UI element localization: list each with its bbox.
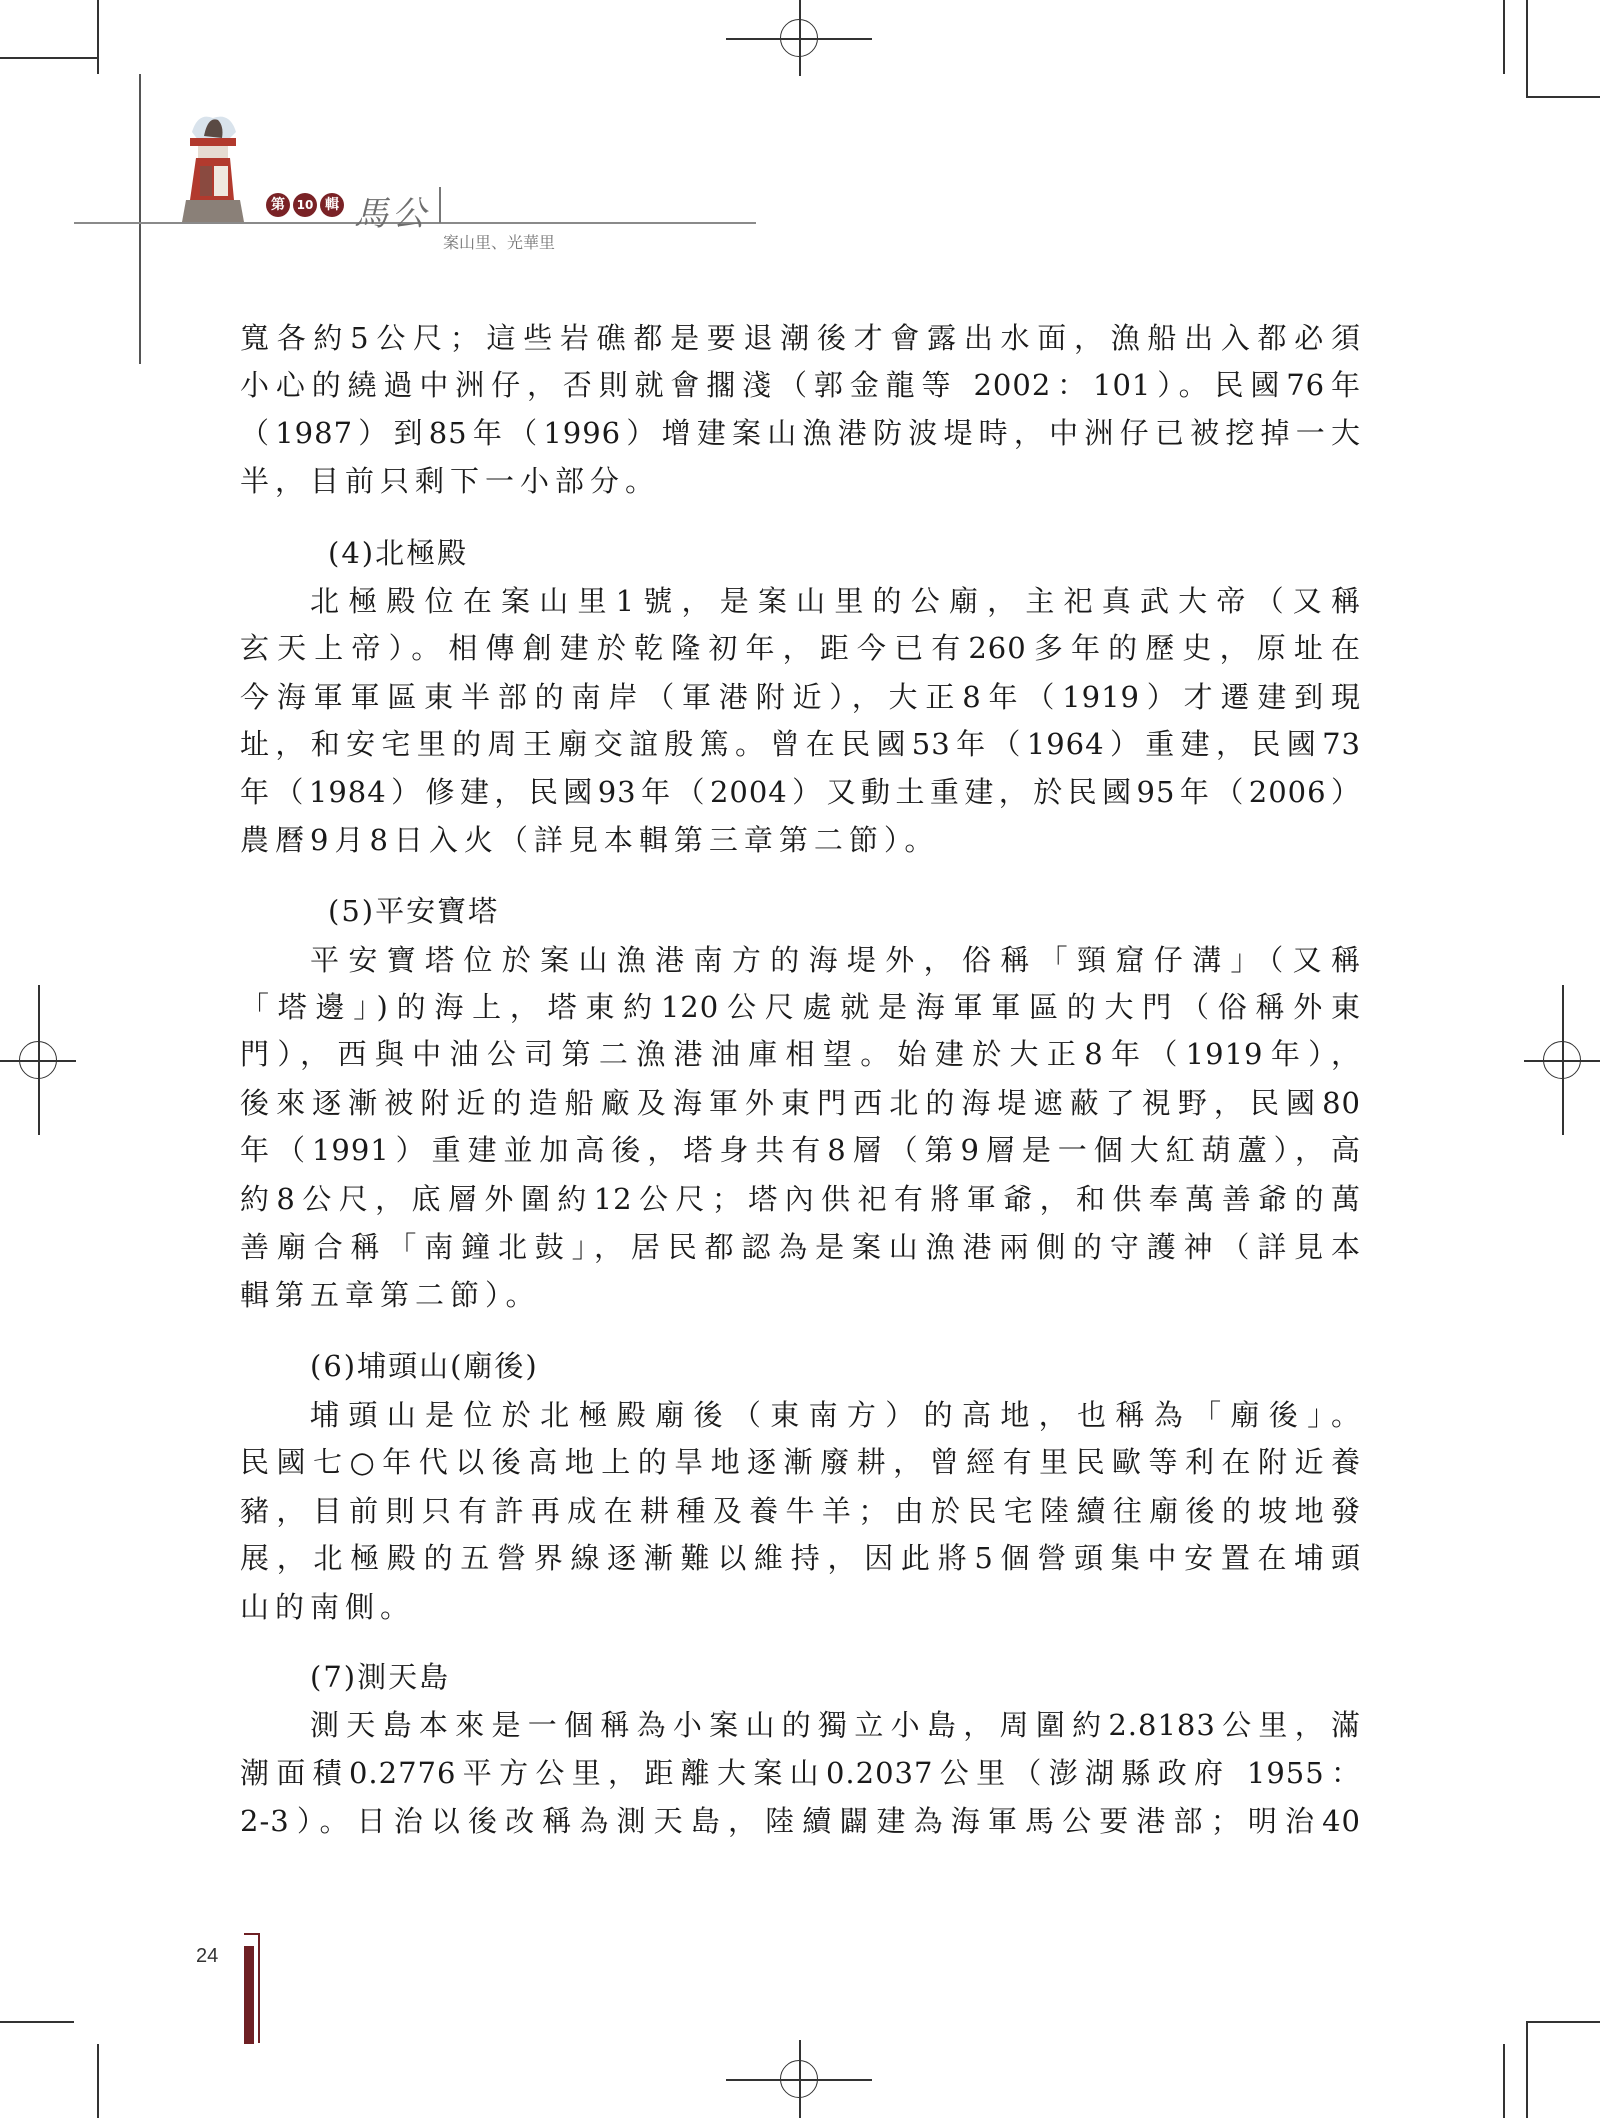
text-line: 民國七○年代以後高地上的旱地逐漸廢耕，曾經有里民歐等利在附近養 xyxy=(240,1445,1361,1479)
book-title: 馬公 xyxy=(354,194,430,234)
text-line: 農曆9月8日入火（詳見本輯第三章第二節）。 xyxy=(240,823,940,857)
text-line: 年（1991）重建並加高後，塔身共有8層（第9層是一個大紅葫蘆），高 xyxy=(240,1133,1361,1167)
text-line: 山的南側。 xyxy=(240,1590,416,1624)
section-heading: (7)測天島 xyxy=(310,1660,451,1694)
text-line: 潮面積0.2776平方公里，距離大案山0.2037公里（澎湖縣政府 1955： xyxy=(240,1756,1361,1790)
section-heading: (5)平安寶塔 xyxy=(328,894,500,928)
text-line: 豬，目前則只有許再成在耕種及養牛羊；由於民宅陸續往廟後的坡地發 xyxy=(240,1494,1361,1528)
text-line: 「塔邊」)的海上，塔東約120公尺處就是海軍軍區的大門（俗稱外東 xyxy=(240,990,1361,1024)
text-line: 後來逐漸被附近的造船廠及海軍外東門西北的海堤遮蔽了視野，民國80 xyxy=(240,1086,1361,1120)
text-line: 北極殿位在案山里1號，是案山里的公廟，主祀真武大帝（又稱 xyxy=(310,584,1361,618)
text-line: （1987）到85年（1996）增建案山漁港防波堤時，中洲仔已被挖掉一大 xyxy=(240,416,1361,450)
text-line: 輯第五章第二節）。 xyxy=(240,1278,541,1312)
text-line: 址，和安宅里的周王廟交誼殷篤。曾在民國53年（1964）重建，民國73 xyxy=(240,727,1361,761)
text-line: 年（1984）修建，民國93年（2004）又動土重建，於民國95年（2006） xyxy=(240,775,1361,809)
text-line: 玄天上帝）。相傳創建於乾隆初年，距今已有260多年的歷史，原址在 xyxy=(240,631,1361,665)
section-heading: (6)埔頭山(廟後) xyxy=(310,1349,539,1383)
section-heading: (4)北極殿 xyxy=(328,536,469,570)
text-line: 約8公尺，底層外圍約12公尺；塔內供祀有將軍爺，和供奉萬善爺的萬 xyxy=(240,1182,1361,1216)
monument-image xyxy=(178,112,248,224)
text-line: 善廟合稱「南鐘北鼓」，居民都認為是案山漁港兩側的守護神（詳見本 xyxy=(240,1230,1361,1264)
text-line: 寬各約5公尺；這些岩礁都是要退潮後才會露出水面，漁船出入都必須 xyxy=(240,321,1361,355)
text-line: 門），西與中油公司第二漁港油庫相望。始建於大正8年（1919年）， xyxy=(240,1037,1361,1071)
text-line: 埔頭山是位於北極殿廟後（東南方）的高地，也稱為「廟後」。 xyxy=(310,1398,1361,1432)
text-line: 半，目前只剩下一小部分。 xyxy=(240,464,661,498)
page-marker-bracket xyxy=(244,1933,260,2043)
text-line: 測天島本來是一個稱為小案山的獨立小島，周圍約2.8183公里，滿 xyxy=(310,1708,1361,1742)
text-line: 平安寶塔位於案山漁港南方的海堤外，俗稱「頸窟仔溝」（又稱 xyxy=(310,943,1361,977)
volume-badge-prefix: 第 xyxy=(266,193,290,217)
text-line: 展，北極殿的五營界線逐漸難以維持，因此將5個營頭集中安置在埔頭 xyxy=(240,1541,1361,1575)
text-line: 2-3）。日治以後改稱為測天島，陸續闢建為海軍馬公要港部；明治40 xyxy=(240,1804,1361,1838)
volume-badge-number: 10 xyxy=(293,193,317,217)
page-number: 24 xyxy=(196,1945,219,1967)
volume-badge-suffix: 輯 xyxy=(320,193,344,217)
chapter-subtitle: 案山里、光華里 xyxy=(443,233,556,252)
text-line: 今海軍軍區東半部的南岸（軍港附近），大正8年（1919）才遷建到現 xyxy=(240,680,1361,714)
text-line: 小心的繞過中洲仔，否則就會擱淺（郭金龍等 2002：101）。民國76年 xyxy=(240,368,1361,402)
